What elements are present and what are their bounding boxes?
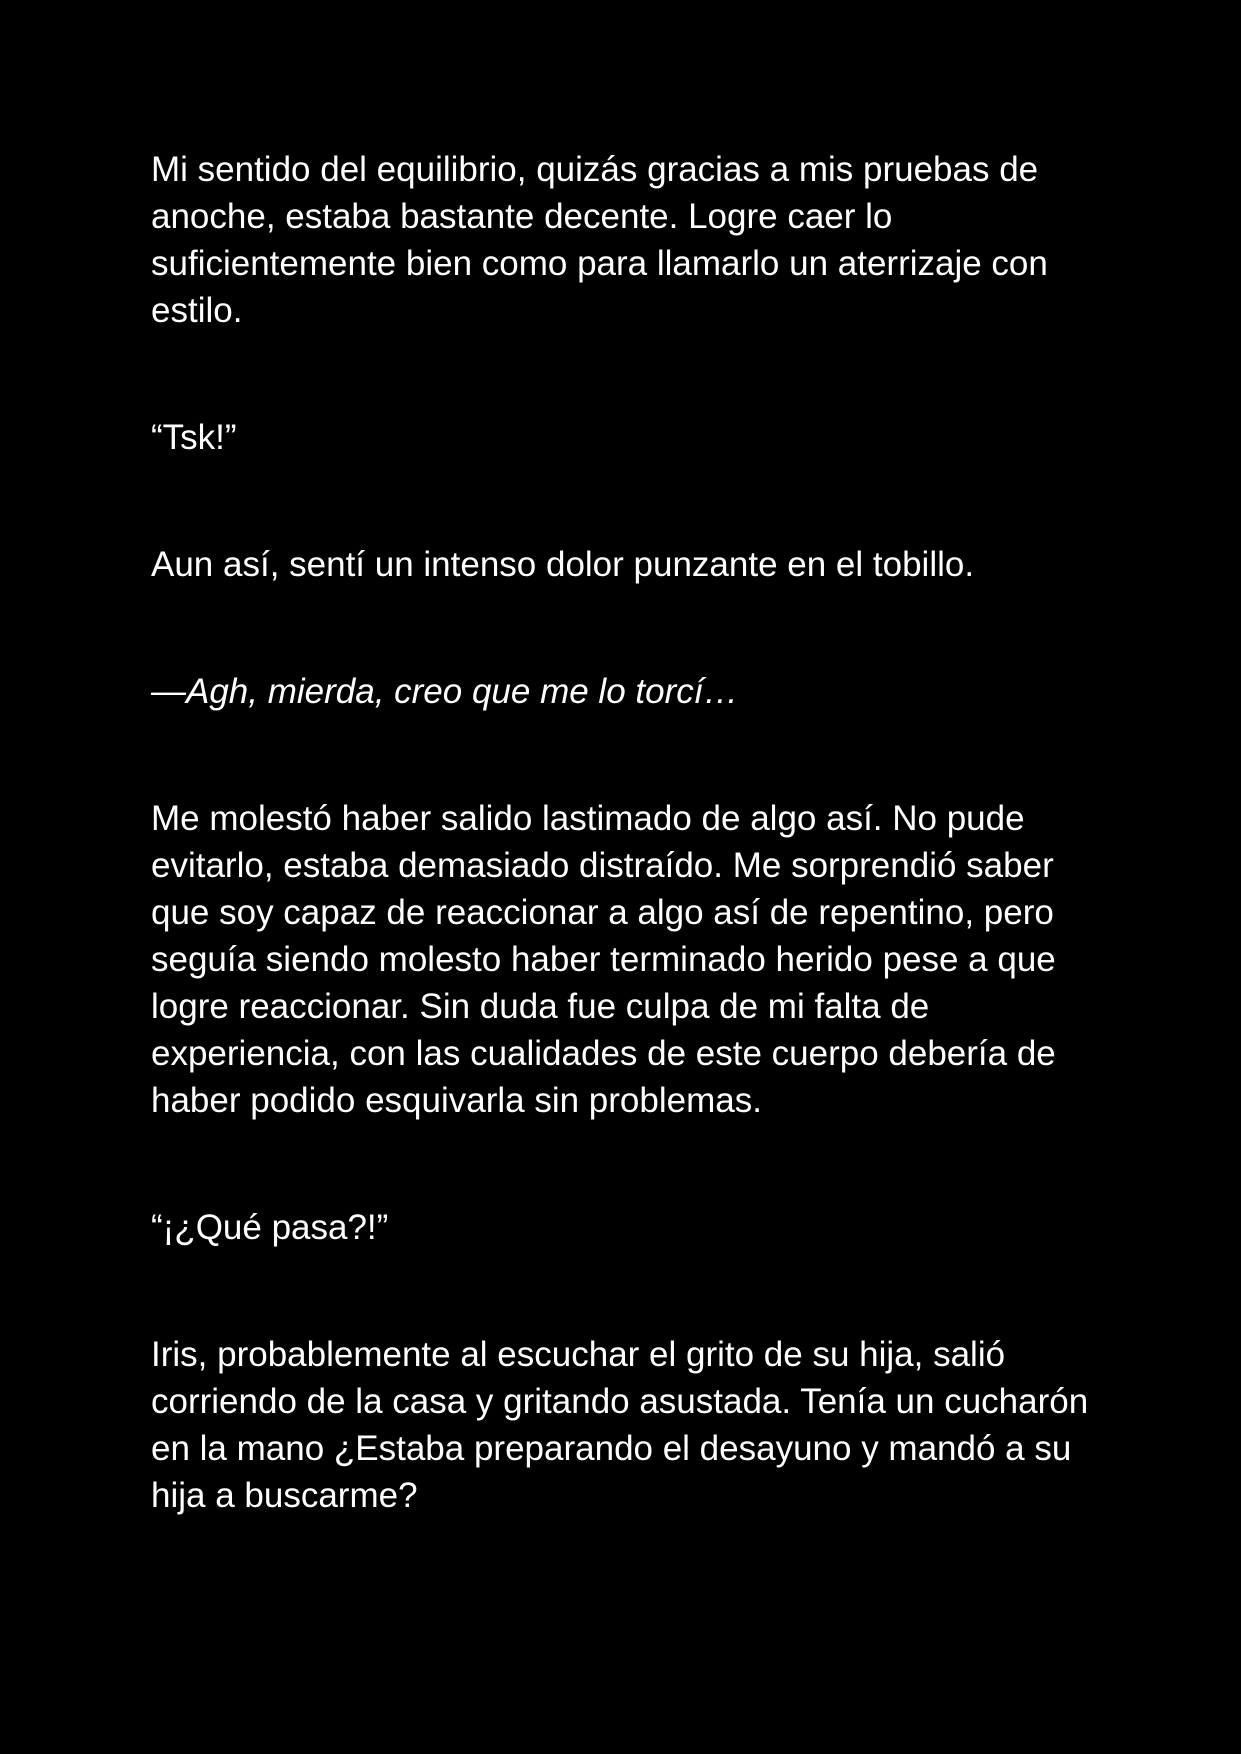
paragraph-tsk: “Tsk!” (151, 418, 237, 457)
paragraph-ankle-pain: Aun así, sentí un intenso dolor punzante en el tobillo. (151, 545, 975, 584)
text-column (151, 146, 1101, 1599)
paragraph-what-happened: “¡¿Qué pasa?!” (151, 1208, 389, 1247)
paragraph-iris: Iris, probablemente al escuchar el grito de su hija, salió corriendo de la casa y gritando asustada. Tenía un cucharón en la mano ¿Estaba preparando el desayuno y mandó a su hija a buscarme? (151, 1335, 1089, 1515)
paragraph-thought: —Agh, mierda, creo que me lo torcí… (151, 672, 739, 711)
paragraph-annoyed: Me molestó haber salido lastimado de algo así. No pude evitarlo, estaba demasiado distraído. Me sorprendió saber que soy capaz de reaccionar a algo así de repentino, pero seguía siendo molesto haber terminado herido pese a que logre reaccionar. Sin duda fue culpa de mi falta de experiencia, con las cualidades de este cuerpo debería de haber podido esquivarla sin problemas. (151, 799, 1056, 1120)
paragraph-balance: Mi sentido del equilibrio, quizás gracias a mis pruebas de anoche, estaba bastante decente. Logre caer lo suficientemente bien como para llamarlo un aterrizaje con estilo. (151, 150, 1048, 330)
